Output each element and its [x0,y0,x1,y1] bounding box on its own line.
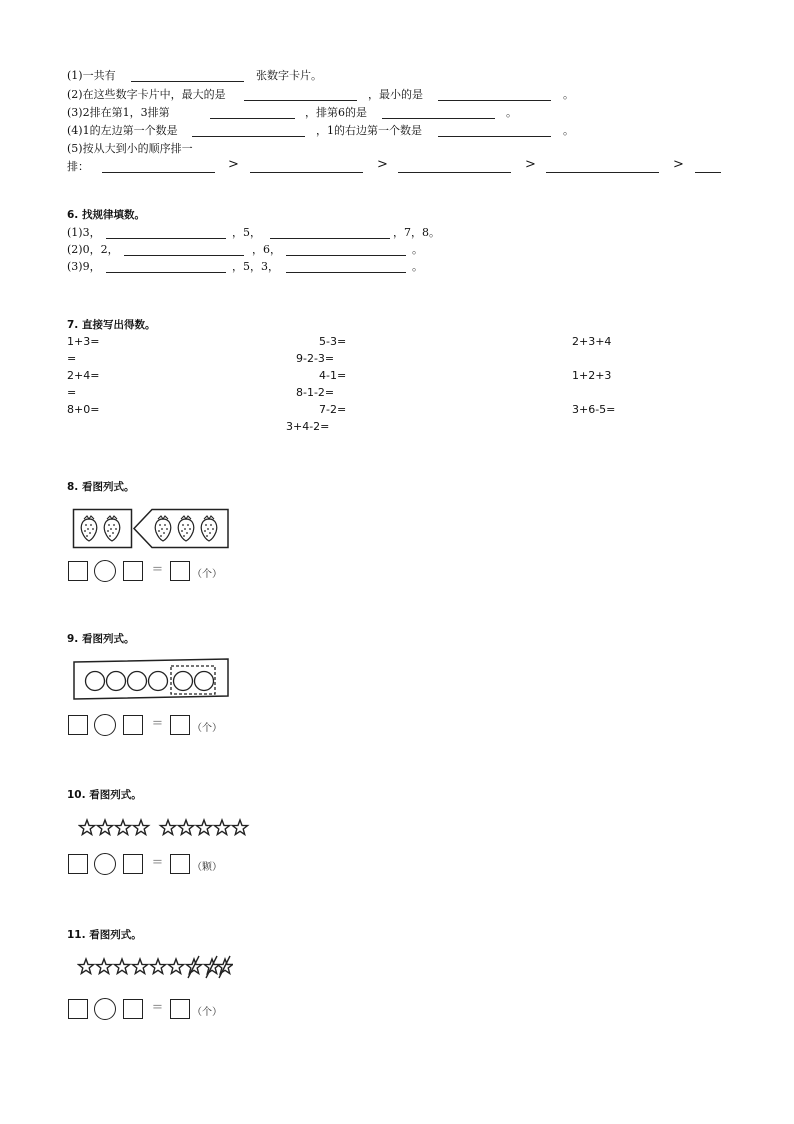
star-icon [232,820,247,835]
star-icon [96,959,111,974]
q7-item: = [67,352,77,365]
stars-figure [78,818,250,838]
star-icon [150,959,165,974]
q7-title: 7. 直接写出得数。 [67,319,156,331]
circle-icon [195,672,214,691]
q7-item: 7-2= [319,403,347,416]
equals-sign: = [152,562,163,577]
operator-circle[interactable] [94,853,116,875]
crossed-star-icon [186,956,201,978]
q7-item: 4-1= [319,369,347,382]
answer-box-result[interactable] [170,715,190,735]
unit-label: （个） [192,723,222,734]
star-icon [97,820,112,835]
q5-line3-end: 。 [506,106,517,119]
q9-title: 9. 看图列式。 [67,633,135,645]
circle-icon [128,672,147,691]
equals-sign: = [152,855,163,870]
star-icon [178,820,193,835]
unit-label: （颗） [192,862,222,873]
q5-line2-mid: ，最小的是 [368,88,423,101]
q6-row2-b: ，6， [252,243,281,256]
q7-item: 2+4= [67,369,100,382]
circle-icon [86,672,105,691]
q5-line3-mid: ，排第6的是 [305,106,367,119]
star-icon [196,820,211,835]
star-icon [168,959,183,974]
q6-row1-blank-1[interactable] [106,238,226,239]
q5-blank-sixth[interactable] [382,118,495,119]
q7-item: 3+6-5= [572,403,616,416]
unit-label: （个） [192,1007,222,1018]
star-icon [79,820,94,835]
star-icon [114,959,129,974]
q6-row1-a: (1)3， [67,226,101,239]
q5-line6-label: 排： [67,160,89,173]
circle-icon [149,672,168,691]
q5-order-blank-2[interactable] [250,172,363,173]
q6-row3-a: (3)9， [67,260,101,273]
star-icon [78,959,93,974]
q6-row2-blank-2[interactable] [286,255,406,256]
answer-box-2[interactable] [123,999,143,1019]
strawberry-figure [72,508,232,550]
q5-gt-2: > [377,157,388,172]
answer-box-1[interactable] [68,715,88,735]
answer-box-1[interactable] [68,999,88,1019]
crossed-star-icon [204,956,219,978]
equals-sign: = [152,1000,163,1015]
q5-line3-prefix: (3)2排在第1，3排第 [67,106,170,119]
q6-row2-c: 。 [412,243,423,256]
q5-blank-min[interactable] [438,100,551,101]
q8-title: 8. 看图列式。 [67,481,135,493]
crossed-stars-figure [77,954,233,980]
star-icon [115,820,130,835]
q5-gt-4: > [673,157,684,172]
q5-blank-left[interactable] [192,136,305,137]
q5-line2-prefix: (2)在这些数字卡片中，最大的是 [67,88,226,101]
answer-box-2[interactable] [123,854,143,874]
q5-order-blank-1[interactable] [102,172,215,173]
q7-item: = [67,386,77,399]
answer-box-result[interactable] [170,854,190,874]
q5-line4-prefix: (4)1的左边第一个数是 [67,124,178,137]
q6-row2-blank-1[interactable] [124,255,244,256]
q5-order-blank-4[interactable] [546,172,659,173]
q11-title: 11. 看图列式。 [67,929,142,941]
crossed-star-icon [217,956,232,978]
q7-item: 8-1-2= [296,386,335,399]
answer-box-2[interactable] [123,561,143,581]
q5-line4-mid: ，1的右边第一个数是 [316,124,422,137]
circle-icon [174,672,193,691]
answer-box-1[interactable] [68,854,88,874]
unit-label: （个） [192,569,222,580]
q5-gt-3: > [525,157,536,172]
q7-item: 1+2+3 [572,369,612,382]
q5-line1-suffix: 张数字卡片。 [256,69,322,82]
q6-row3-blank-1[interactable] [106,272,226,273]
q6-row1-b: ，5， [232,226,261,239]
operator-circle[interactable] [94,998,116,1020]
q5-blank-right[interactable] [438,136,551,137]
q7-item: 9-2-3= [296,352,335,365]
q5-blank-count[interactable] [131,81,244,82]
answer-box-2[interactable] [123,715,143,735]
star-icon [160,820,175,835]
q7-item: 2+3+4 [572,335,612,348]
q5-line5-text: (5)按从大到小的顺序排一 [67,142,193,155]
operator-circle[interactable] [94,714,116,736]
q7-item: 8+0= [67,403,100,416]
q6-row1-blank-2[interactable] [270,238,390,239]
answer-box-result[interactable] [170,561,190,581]
q7-item: 1+3= [67,335,100,348]
q5-line2-end: 。 [563,88,574,101]
star-icon [133,820,148,835]
q6-row2-a: (2)0，2， [67,243,119,256]
q5-line1-prefix: (1)一共有 [67,69,116,82]
circle-icon [107,672,126,691]
q7-item: 5-3= [319,335,347,348]
q7-item: 3+4-2= [286,420,330,433]
q5-blank-max[interactable] [244,100,357,101]
q10-title: 10. 看图列式。 [67,789,142,801]
q5-order-blank-5[interactable] [695,172,721,173]
q5-line4-end: 。 [563,124,574,137]
q5-gt-1: > [228,157,239,172]
star-icon [132,959,147,974]
circles-figure [72,657,230,701]
q6-row3-c: 。 [412,260,423,273]
equals-sign: = [152,716,163,731]
q6-title: 6. 找规律填数。 [67,209,145,221]
star-icon [214,820,229,835]
q6-row3-b: ，5，3， [232,260,279,273]
q5-order-blank-3[interactable] [398,172,511,173]
q6-row1-c: ，7，8。 [393,226,440,239]
operator-circle[interactable] [94,560,116,582]
q5-blank-position[interactable] [210,118,295,119]
q6-row3-blank-2[interactable] [286,272,406,273]
answer-box-result[interactable] [170,999,190,1019]
answer-box-1[interactable] [68,561,88,581]
